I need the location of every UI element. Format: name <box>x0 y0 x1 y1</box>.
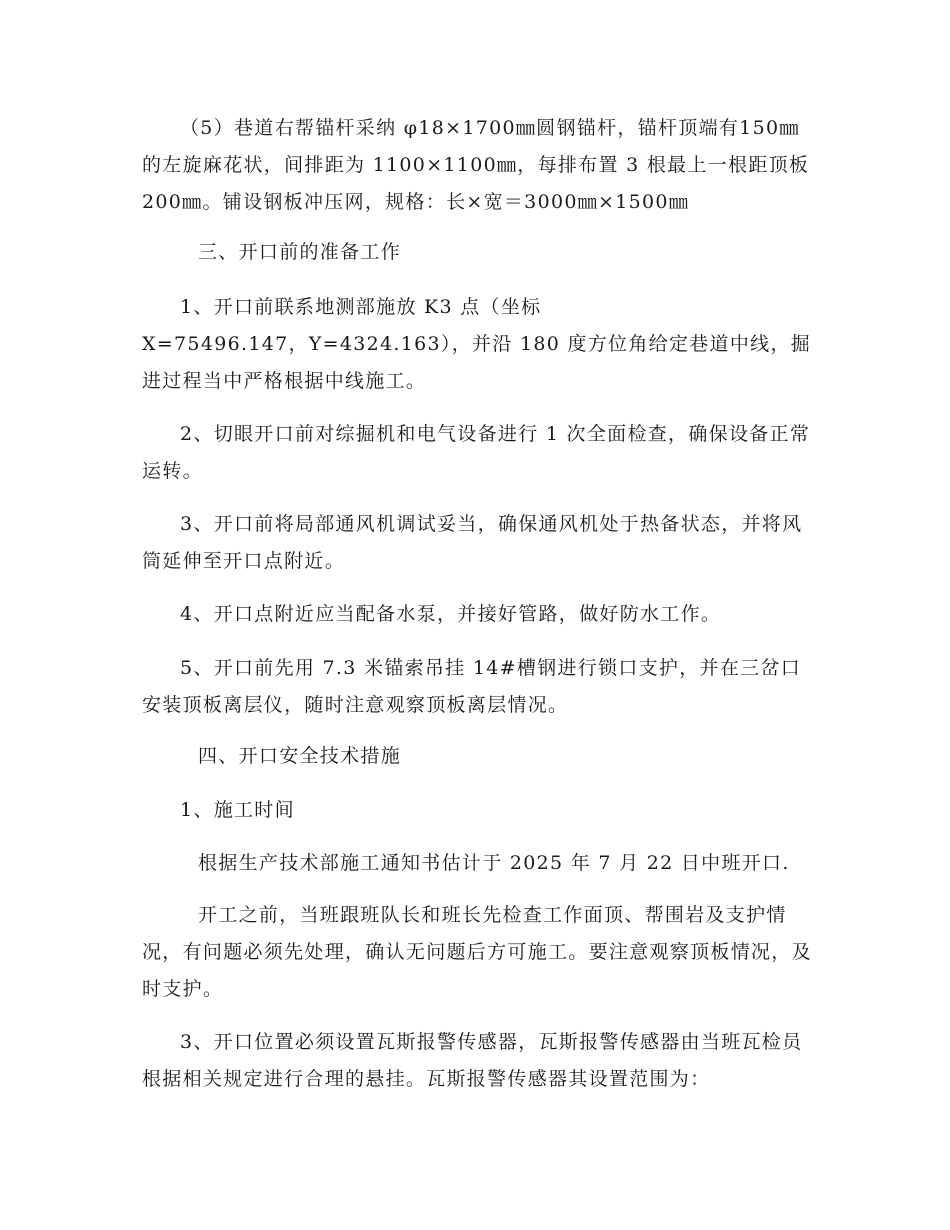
paragraph-ventilation: 3、开口前将局部通风机调试妥当，确保通风机处于热备状态，并将风筒延伸至开口点附近。 <box>142 513 803 572</box>
section-heading-preparation: 三、开口前的准备工作 <box>198 241 402 263</box>
paragraph-lock-support: 5、开口前先用 7.3 米锚索吊挂 14#槽钢进行锁口支护，并在三岔口安装顶板离层仪，随时注意观察顶板离层情况。 <box>142 657 802 716</box>
section-heading-safety-measures: 四、开口安全技术措施 <box>198 745 402 767</box>
paragraph-water-pump: 4、开口点附近应当配备水泵，并接好管路，做好防水工作。 <box>180 603 722 625</box>
paragraph-anchor-bolt: （5）巷道右帮锚杆采纳 φ18×1700㎜圆钢锚杆，锚杆顶端有150㎜的左旋麻花状，间排距为 1100×1100㎜，每排布置 3 根最上一根距顶板 200㎜。铺设钢板冲压网，规格：长×宽＝3000㎜×1500㎜ <box>142 117 810 213</box>
paragraph-construction-time: 1、施工时间 <box>180 799 295 821</box>
paragraph-equipment-check: 2、切眼开口前对综掘机和电气设备进行 1 次全面检查，确保设备正常运转。 <box>142 423 811 482</box>
paragraph-survey-point-line1: 1、开口前联系地测部施放 K3 点（坐标 <box>180 296 542 318</box>
paragraph-survey-point-coordinates: X=75496.147，Y=4324.163），并沿 180 度方位角给定巷道中线，掘进过程当中严格根据中线施工。 <box>142 333 812 392</box>
paragraph-gas-sensor: 3、开口位置必须设置瓦斯报警传感器，瓦斯报警传感器由当班瓦检员根据相关规定进行合理的悬挂。瓦斯报警传感器其设置范围为： <box>142 1031 803 1090</box>
paragraph-start-date: 根据生产技术部施工通知书估计于 2025 年 7 月 22 日中班开口. <box>198 852 790 874</box>
paragraph-pre-work-inspection: 开工之前，当班跟班队长和班长先检查工作面顶、帮围岩及支护情况，有问题必须先处理，确认无问题后方可施工。要注意观察顶板情况，及时支护。 <box>142 904 812 1000</box>
